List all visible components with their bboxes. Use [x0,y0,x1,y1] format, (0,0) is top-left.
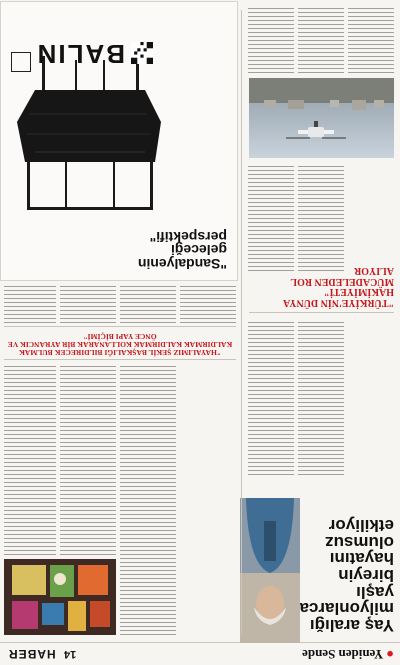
article-sanat-body-col-1 [180,365,236,635]
drone-illustration [249,78,394,158]
brand-name: BALIN [35,39,125,69]
article-sanat-body-col-4 [180,285,236,323]
headline-line: milyonlarca [299,599,394,619]
section-label: HABER [8,647,56,661]
article-sanat-body-col-2 [120,365,176,635]
article-life-story-body-col-3 [248,320,294,475]
article-life-story-body-col-2 [298,320,344,475]
article-turkey-world-body-col-1 [348,166,394,271]
article-sanat-headline: "HAYALIMIZ ŞEKİL BAŞKALIĞI BILDIRECEK BULMAK KALDIRMAK KALDIRMAK KOLLANARAK BİR AYRANCIK VE ÖNCE YAPI BİÇİMİ" [7,332,233,357]
article-sanat-body-col-6 [60,285,116,323]
page-number: 14 [64,648,77,660]
qr-code-icon [131,42,153,64]
article-life-story [245,0,400,643]
art-caption [4,365,56,555]
article-turkey-world-body-col-3 [248,166,294,271]
article-sanat-body-col-5 [120,285,176,323]
chair-ad-headline: "Sandalyenin geleceği perspektifi" [137,228,227,272]
headline-rule-top [4,359,236,360]
article-turkey-world-headline: "TÜRKİYE'NİN DÜNYA HAKİMİYETİ" MÜCADELEDEN ROL ALIYOR [283,265,394,308]
drone-caption-col-2 [298,5,344,73]
newspaper-logo [302,646,394,662]
aerial-drone-photo [249,78,394,158]
brand-mark-icon [11,52,31,72]
art-illustration [4,559,116,635]
drone-caption-col-3 [248,5,294,73]
headline-line: etkiliyor [328,516,394,536]
art-installation-photo [4,559,116,635]
headline-line: yaşlı bireyin [338,566,394,602]
elderly-woman-photo [240,498,300,643]
headline-line: olumsuz [325,532,394,552]
article-turkey-world-body-col-2 [298,166,344,271]
vertical-divider [241,10,242,635]
article-sanat-body-col-3 [60,365,116,555]
headline-line: Yaş aralığı [309,616,394,635]
chair-advertisement [0,1,238,281]
elderly-woman-illustration [240,498,300,643]
article-life-story-body-col-1 [348,320,394,475]
column-divider [249,312,394,313]
headline-line: hayatını [329,549,394,569]
article-sanat-body-col-7 [4,285,56,323]
headline-rule-bottom [4,326,236,327]
drone-caption-col-1 [348,5,394,73]
page-header [0,642,400,665]
article-life-story-headline [299,516,394,633]
newspaper-logo-icon: ● [386,647,394,662]
newspaper-logo-text: Yeniden Sende [302,647,384,662]
designer-chair-illustration [5,52,175,222]
